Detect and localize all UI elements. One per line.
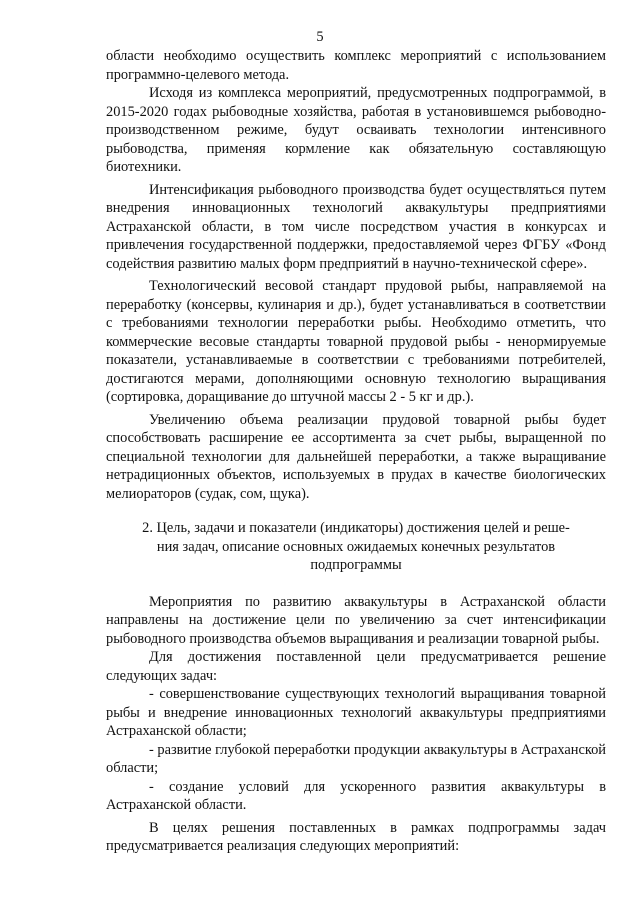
paragraph-tasks-intro: Для достижения поставленной цели предусматривается решение следующих задач: bbox=[106, 649, 606, 684]
section-heading-line-1: 2. Цель, задачи и показатели (индикаторы) достижения целей и реше- bbox=[142, 520, 570, 536]
document-body bbox=[106, 47, 606, 856]
paragraph-closing: В целях решения поставленных в рамках подпрограммы задач предусматривается реализация следующих мероприятий: bbox=[106, 819, 606, 854]
paragraph-fish-farming-intensive: Исходя из комплекса мероприятий, предусмотренных подпрограммой, в 2015-2020 годах рыбоводные хозяйства, работая в установившемся рыбоводно-производственном режиме, будут осваивать технологии интенсивного рыбоводства, применяя кормление как обязательную составляющую биотехники. bbox=[106, 85, 606, 175]
paragraph-goal: Мероприятия по развитию аквакультуры в Астраханской области направлены на достижение цели по увеличению за счет интенсификации рыбоводного производства объемов выращивания и реализации товарной рыбы. bbox=[106, 593, 606, 647]
page-number: 5 bbox=[316, 29, 324, 45]
section-heading bbox=[106, 519, 606, 575]
paragraph-weight-standard: Технологический весовой стандарт прудовой рыбы, направляемой на переработку (консервы, кулинария и др.), будет устанавливаться в соответствии с требованиями технологии переработки рыбы. Необходимо отметить, что коммерческие весовые стандарты товарной прудовой рыбы - ненормируемые показатели, устанавливаемые в соответствии с требованиями потребителей, достигаются мерами, дополняющими основную технологию выращивания (сортировка, доращивание до штучной массы 2 - 5 кг и др.). bbox=[106, 278, 606, 405]
paragraph-intensification: Интенсификация рыбоводного производства будет осуществляться путем внедрения инновационных технологий аквакультуры предприятиями Астраханской области, в том числе посредством участия в конкурсах и привлечения государственной поддержки, предоставляемой через ФГБУ «Фонд содействия развитию малых форм предприятий в научно-технической сфере». bbox=[106, 181, 606, 272]
section-heading-line-3: подпрограммы bbox=[310, 557, 402, 573]
task-item-conditions: - создание условий для ускоренного развития аквакультуры в Астраханской области. bbox=[106, 778, 606, 813]
section-heading-line-2: ния задач, описание основных ожидаемых конечных результатов bbox=[156, 538, 556, 555]
paragraph-continuation: области необходимо осуществить комплекс мероприятий с использованием программно-целевого метода. bbox=[106, 48, 606, 83]
task-item-technologies: - совершенствование существующих технологий выращивания товарной рыбы и внедрение инновационных технологий аквакультуры предприятиями Астраханской области; bbox=[106, 686, 606, 739]
task-item-processing: - развитие глубокой переработки продукции аквакультуры в Астраханской области; bbox=[106, 741, 606, 776]
paragraph-sales-increase: Увеличению объема реализации прудовой товарной рыбы будет способствовать расширение ее ассортимента за счет рыбы, выращенной по специальной технологии для дальнейшей переработки, а также выращивание нетрадиционных объектов, используемых в прудах в качестве биологических мелиораторов (судак, сом, щука). bbox=[106, 411, 606, 502]
